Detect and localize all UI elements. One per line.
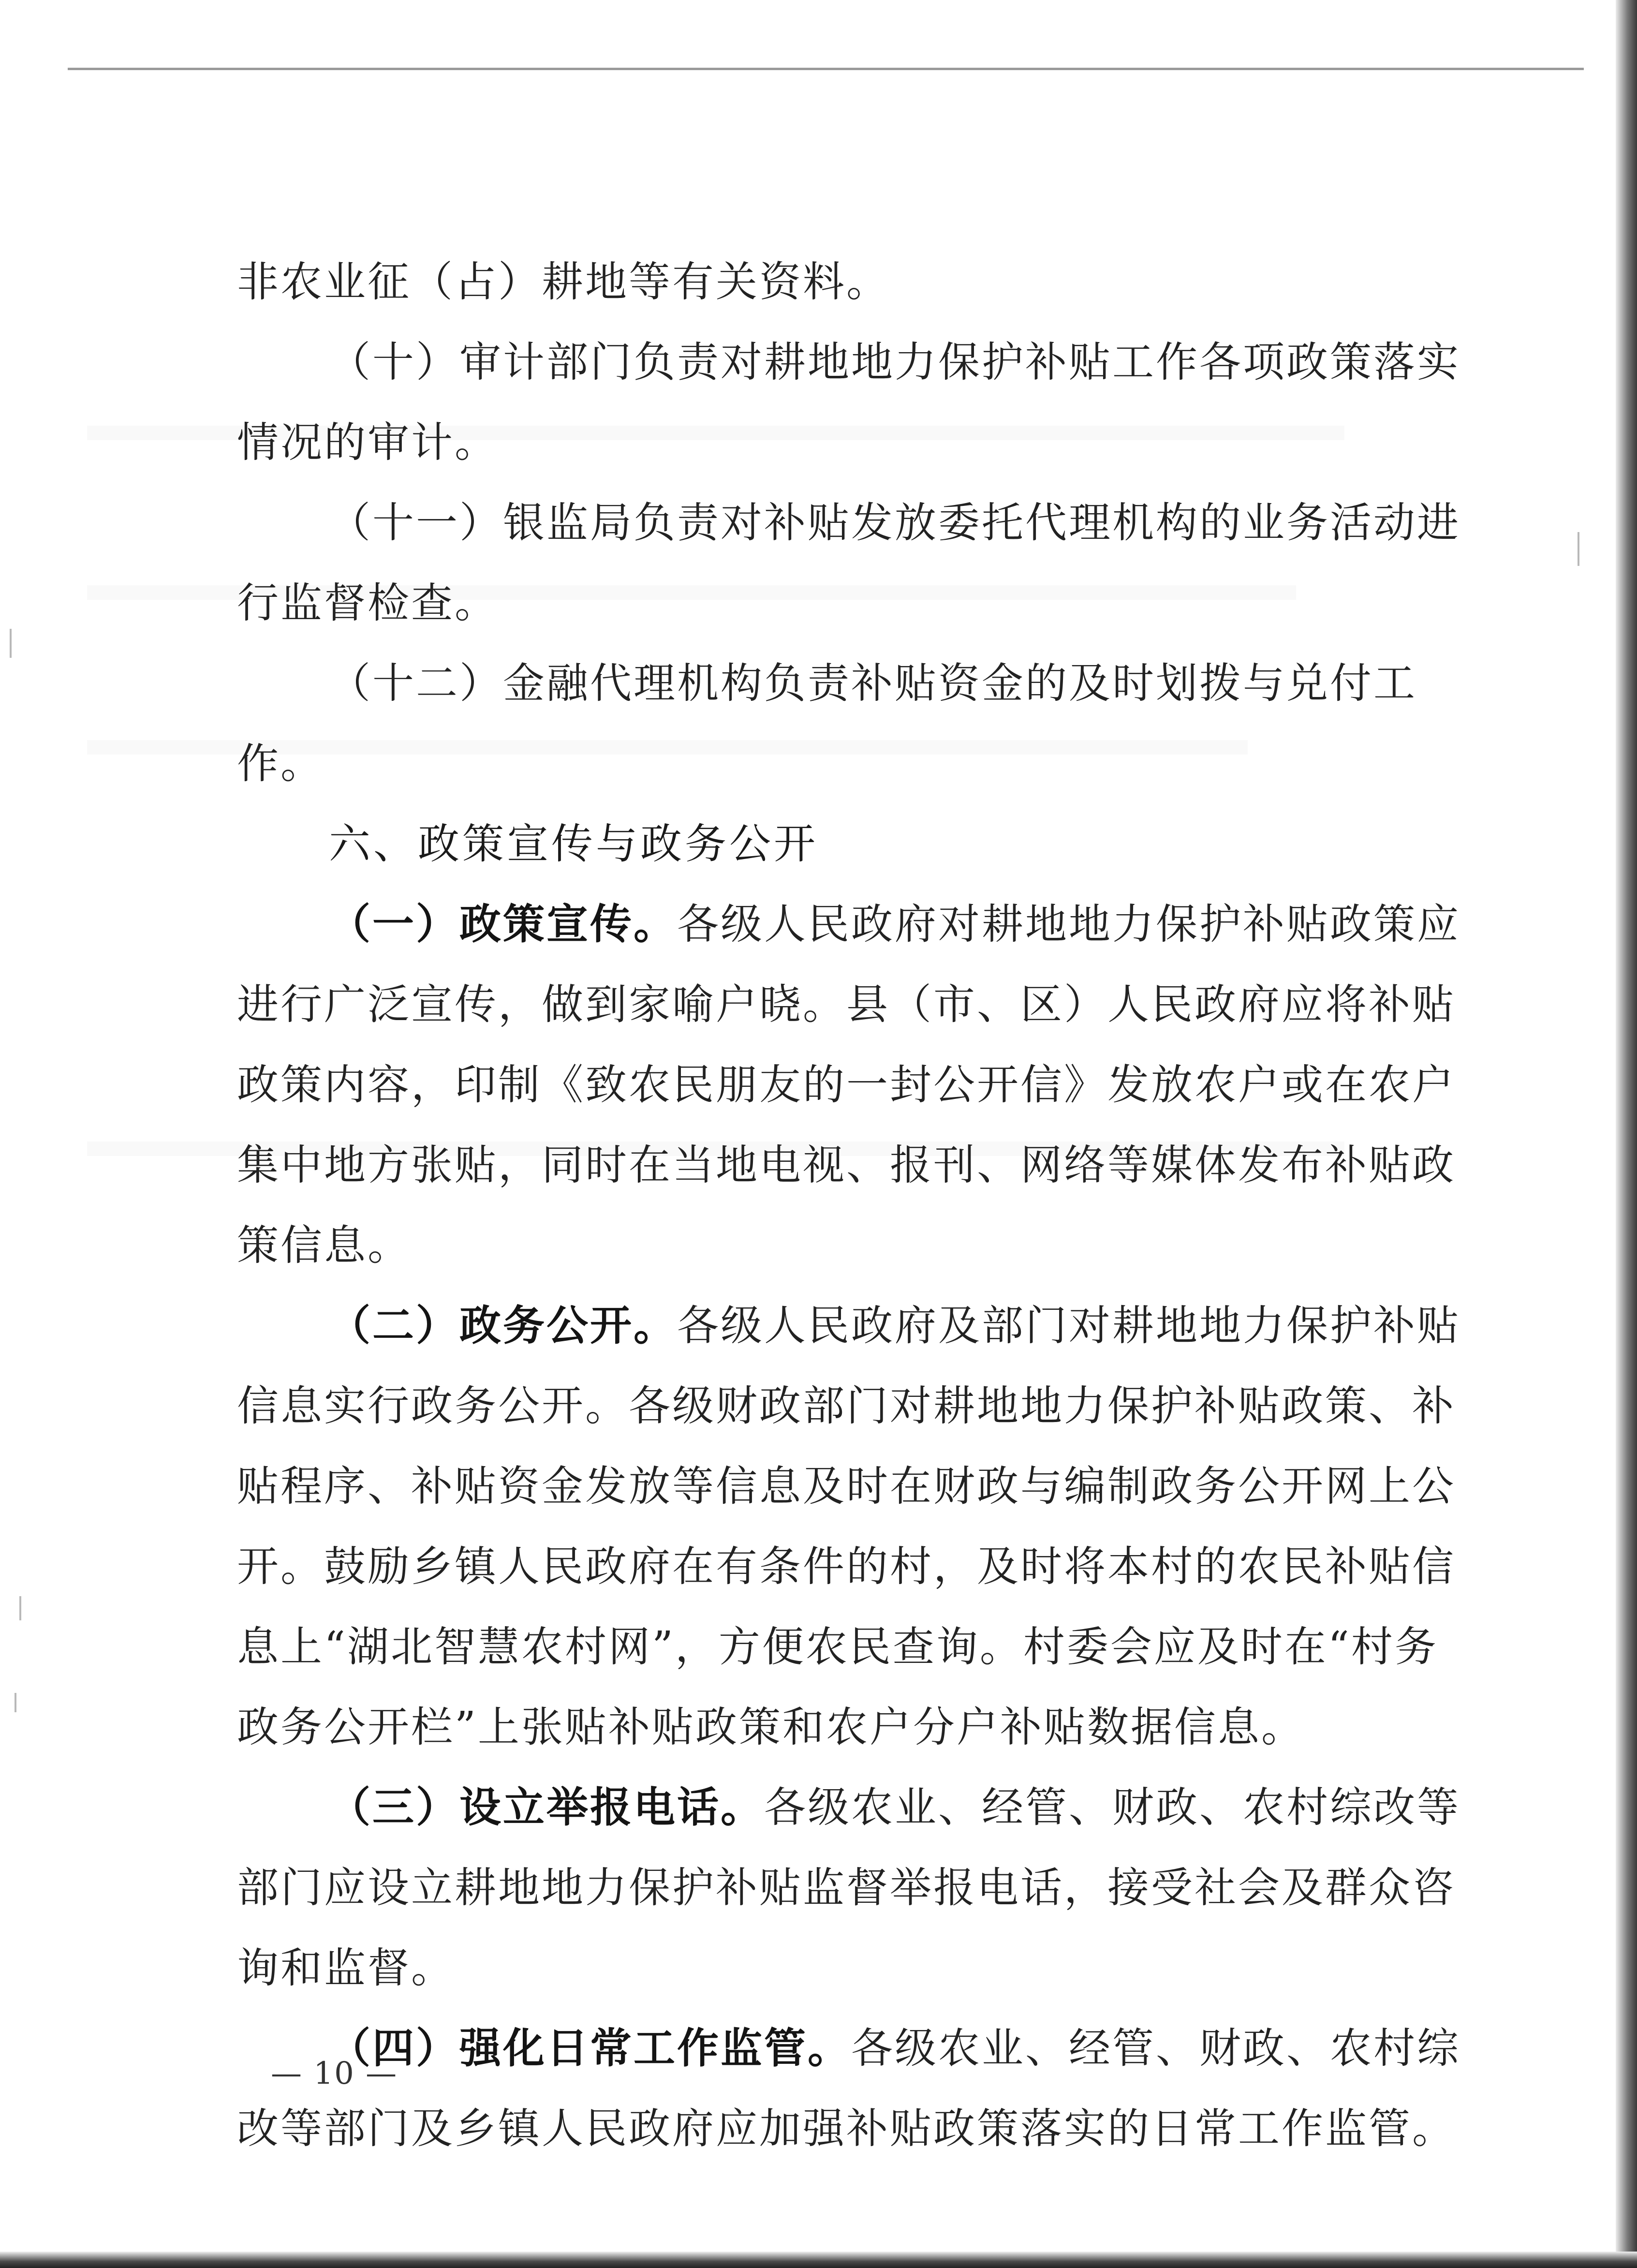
- paragraph-text: 各级人民政府及部门对耕地地力保护补贴: [677, 1302, 1460, 1350]
- paragraph-line: [237, 1767, 1460, 1848]
- paragraph-line: 改等部门及乡镇人民政府应加强补贴政策落实的日常工作监管。: [237, 2105, 1456, 2153]
- paragraph-line: 贴程序、补贴资金发放等信息及时在财政与编制政务公开网上公: [237, 1462, 1456, 1511]
- paragraph-lead-heading: （三）设立举报电话。: [329, 1783, 764, 1832]
- paragraph-text: 各级人民政府对耕地地力保护补贴政策应: [677, 900, 1460, 949]
- paragraph-line: 询和监督。: [237, 1944, 455, 1992]
- document-body: [237, 242, 1460, 2169]
- binding-mark: [10, 629, 12, 658]
- paragraph-line: （十）审计部门负责对耕地地力保护补贴工作各项政策落实: [329, 338, 1460, 386]
- header-rule: [68, 68, 1584, 70]
- margin-tick: [1578, 532, 1579, 566]
- paragraph-text: 各级农业、经管、财政、农村综改等: [764, 1783, 1460, 1832]
- paragraph-line: [237, 1286, 1460, 1366]
- paragraph-line: 政策内容，印制《致农民朋友的一封公开信》发放农户或在农户: [237, 1061, 1456, 1109]
- paragraph-line: 部门应设立耕地地力保护补贴监督举报电话，接受社会及群众咨: [237, 1864, 1456, 1912]
- paragraph-line: （十二）金融代理机构负责补贴资金的及时划拨与兑付工: [329, 659, 1417, 708]
- paragraph-line: 集中地方张贴，同时在当地电视、报刊、网络等媒体发布补贴政: [237, 1141, 1456, 1189]
- paragraph-line: 信息实行政务公开。各级财政部门对耕地地力保护补贴政策、补: [237, 1382, 1456, 1430]
- paragraph-lead-heading: （四）强化日常工作监管。: [329, 2024, 851, 2073]
- paragraph-line: 开。鼓励乡镇人民政府在有条件的村，及时将本村的农民补贴信: [237, 1542, 1456, 1591]
- section-heading: 六、政策宣传与政务公开: [329, 820, 818, 868]
- paragraph-line: 作。: [237, 740, 324, 788]
- paragraph-line: 非农业征（占）耕地等有关资料。: [237, 258, 890, 306]
- paragraph-line: 行监督检查。: [237, 579, 498, 627]
- paragraph-lead-heading: （一）政策宣传。: [329, 900, 677, 949]
- paragraph-line: （十一）银监局负责对补贴发放委托代理机构的业务活动进: [329, 499, 1460, 547]
- paragraph-text: 各级农业、经管、财政、农村综: [851, 2024, 1460, 2073]
- paragraph-line: [237, 2008, 1460, 2089]
- binding-mark: [15, 1693, 16, 1712]
- binding-mark: [19, 1596, 21, 1620]
- scan-edge-right: [1616, 0, 1637, 2268]
- paragraph-line: 策信息。: [237, 1221, 411, 1270]
- paragraph-line: 政务公开栏”上张贴补贴政策和农户分户补贴数据信息。: [237, 1703, 1305, 1751]
- scan-edge-bottom: [0, 2252, 1637, 2268]
- paragraph-line: 息上“湖北智慧农村网”，方便农民查询。村委会应及时在“村务: [237, 1623, 1438, 1671]
- page-number: — 10 —: [271, 2056, 398, 2091]
- paragraph-lead-heading: （二）政务公开。: [329, 1301, 677, 1350]
- paragraph-line: 进行广泛宣传，做到家喻户晓。县（市、区）人民政府应将补贴: [237, 980, 1456, 1029]
- paragraph-line: 情况的审计。: [237, 418, 498, 467]
- paragraph-line: [237, 884, 1460, 964]
